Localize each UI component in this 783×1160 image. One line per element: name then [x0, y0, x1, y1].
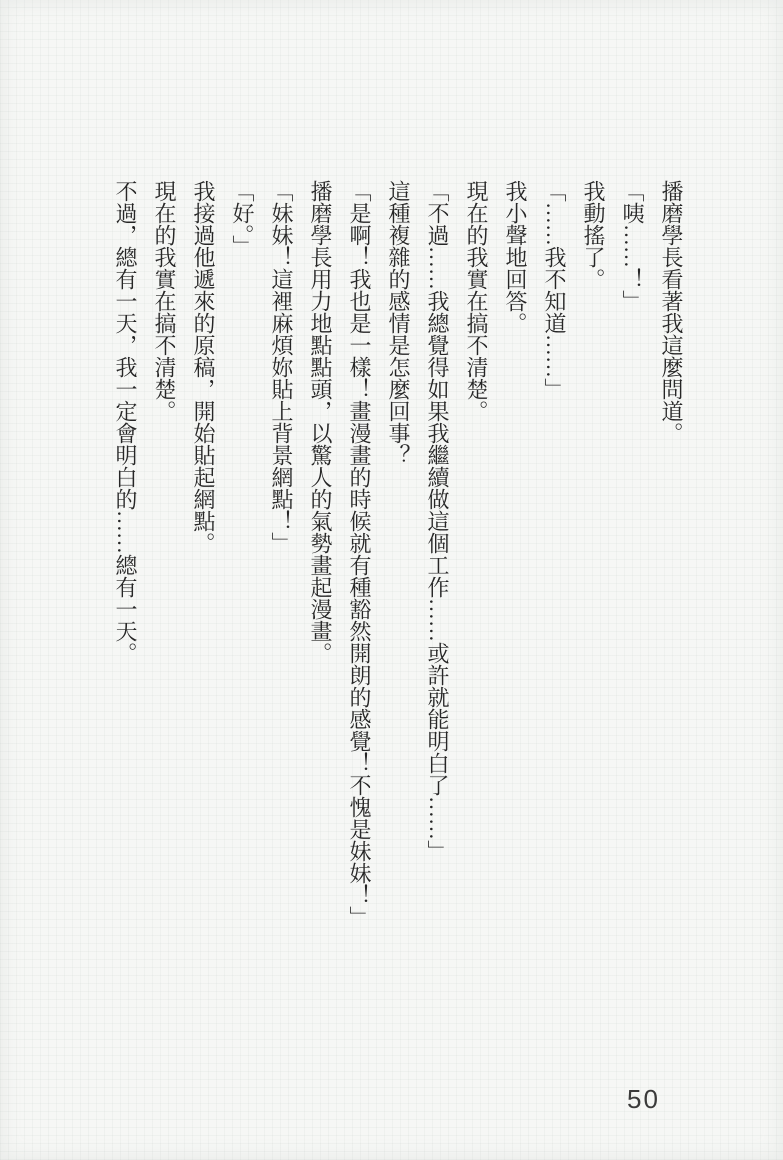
text-column: 「好。」 — [230, 180, 255, 257]
text-column: 我小聲地回答。 — [503, 180, 528, 334]
page-number: 50 — [627, 1084, 660, 1114]
text-column: 「不過……我總覺得如果我繼續做這個工作……或許就能明白了……」 — [425, 180, 450, 862]
vertical-text-block — [106, 180, 691, 952]
text-column: 不過，總有一天，我一定會明白的……總有一天。 — [113, 180, 138, 664]
text-column: 「妹妹！這裡麻煩妳貼上背景網點！」 — [269, 180, 294, 554]
text-column: 播磨學長看著我這麼問道。 — [659, 180, 684, 444]
text-column: 我動搖了。 — [581, 180, 606, 290]
text-column: 「……我不知道……」 — [542, 180, 567, 400]
text-column: 現在的我實在搞不清楚。 — [464, 180, 489, 422]
text-column: 「是啊！我也是一樣！畫漫畫的時候就有種豁然開朗的感覺！不愧是妹妹！」 — [347, 180, 372, 928]
text-column: 這種複雜的感情是怎麼回事？ — [386, 180, 411, 466]
text-column: 我接過他遞來的原稿，開始貼起網點。 — [191, 180, 216, 554]
text-column: 播磨學長用力地點點頭，以驚人的氣勢畫起漫畫。 — [308, 180, 333, 664]
text-column: 「咦……！」 — [620, 180, 645, 312]
text-column: 現在的我實在搞不清楚。 — [152, 180, 177, 422]
